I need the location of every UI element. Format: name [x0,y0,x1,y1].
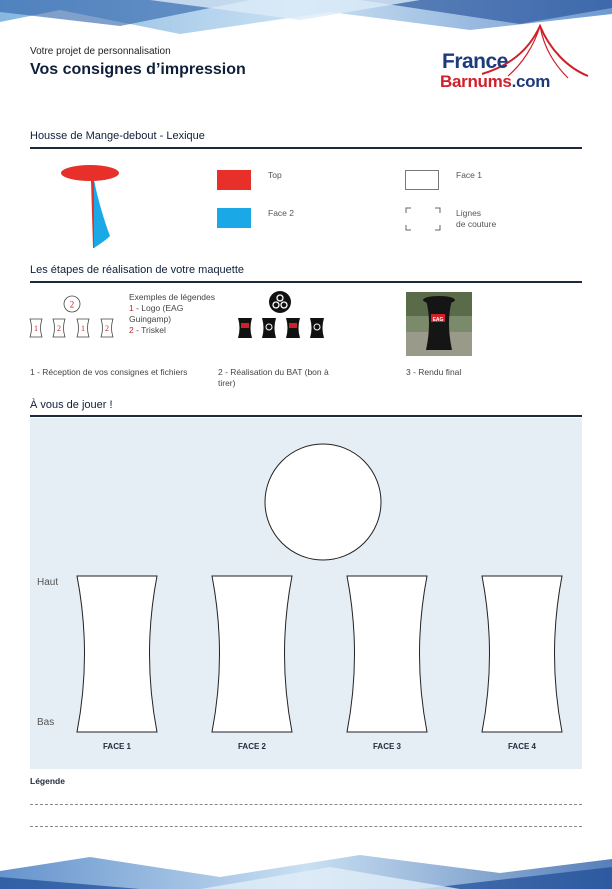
logo-text-france: France [442,50,508,73]
marker-face2: 2 [57,324,61,333]
section-divider [30,415,582,417]
face4-label: FACE 4 [507,742,536,751]
top-drawing-zone[interactable] [263,442,383,562]
step2-bat-sketch [232,290,332,346]
seam-lines-icon [405,207,441,231]
face2-swatch [217,208,251,228]
lexique-section-title: Housse de Mange-debout - Lexique [30,130,205,142]
legend-title: Légende [30,776,65,786]
face4-drawing-zone[interactable] [477,574,567,734]
table-top-shape [61,165,119,181]
legend-example: Exemples de légendes 1 - Logo (EAG Guingamp) 2 - Triskel [129,292,216,335]
face2-drawing-zone[interactable] [207,574,297,734]
marker-face3: 1 [81,324,85,333]
steps-section-title: Les étapes de réalisation de votre maquette [30,264,245,276]
face1-label: Face 1 [456,170,482,180]
legend-line-1[interactable] [30,804,582,805]
seam-label: Lignes de couture [456,208,497,229]
photo-badge-text: EAG [432,317,444,323]
step3-label: 3 - Rendu final [406,367,462,377]
face2-label: FACE 2 [237,742,266,751]
section-divider [30,281,582,283]
face3-drawing-zone[interactable] [342,574,432,734]
marker-top: 2 [69,299,75,310]
step2-label: 2 - Réalisation du BAT (bon à tirer) [218,367,329,388]
face3-label: FACE 3 [372,742,401,751]
face1-drawing-zone[interactable] [72,574,162,734]
step3-final-photo [406,292,472,356]
page-subtitle: Votre projet de personnalisation [30,46,171,57]
top-edge-label: Haut [37,577,59,588]
face1-swatch [405,170,439,190]
footer-banner [0,847,612,889]
step1-label: 1 - Réception de vos consignes et fichiers [30,367,188,377]
logo-text-barnums: Barnums.com [440,72,551,91]
marker-face1: 1 [34,324,38,333]
step1-sketch [28,292,122,346]
bottom-edge-label: Bas [37,717,55,728]
table-cover-illustration [58,160,122,250]
france-barnums-logo [438,24,588,98]
top-swatch [217,170,251,190]
top-label: Top [268,170,282,180]
marker-face4: 2 [105,324,109,333]
play-section-title: À vous de jouer ! [30,399,113,411]
face2-label: Face 2 [268,208,294,218]
page-title: Vos consignes d’impression [30,61,246,78]
face1-label: FACE 1 [102,742,131,751]
table-face-shape [94,180,110,248]
section-divider [30,147,582,149]
legend-line-2[interactable] [30,826,582,827]
